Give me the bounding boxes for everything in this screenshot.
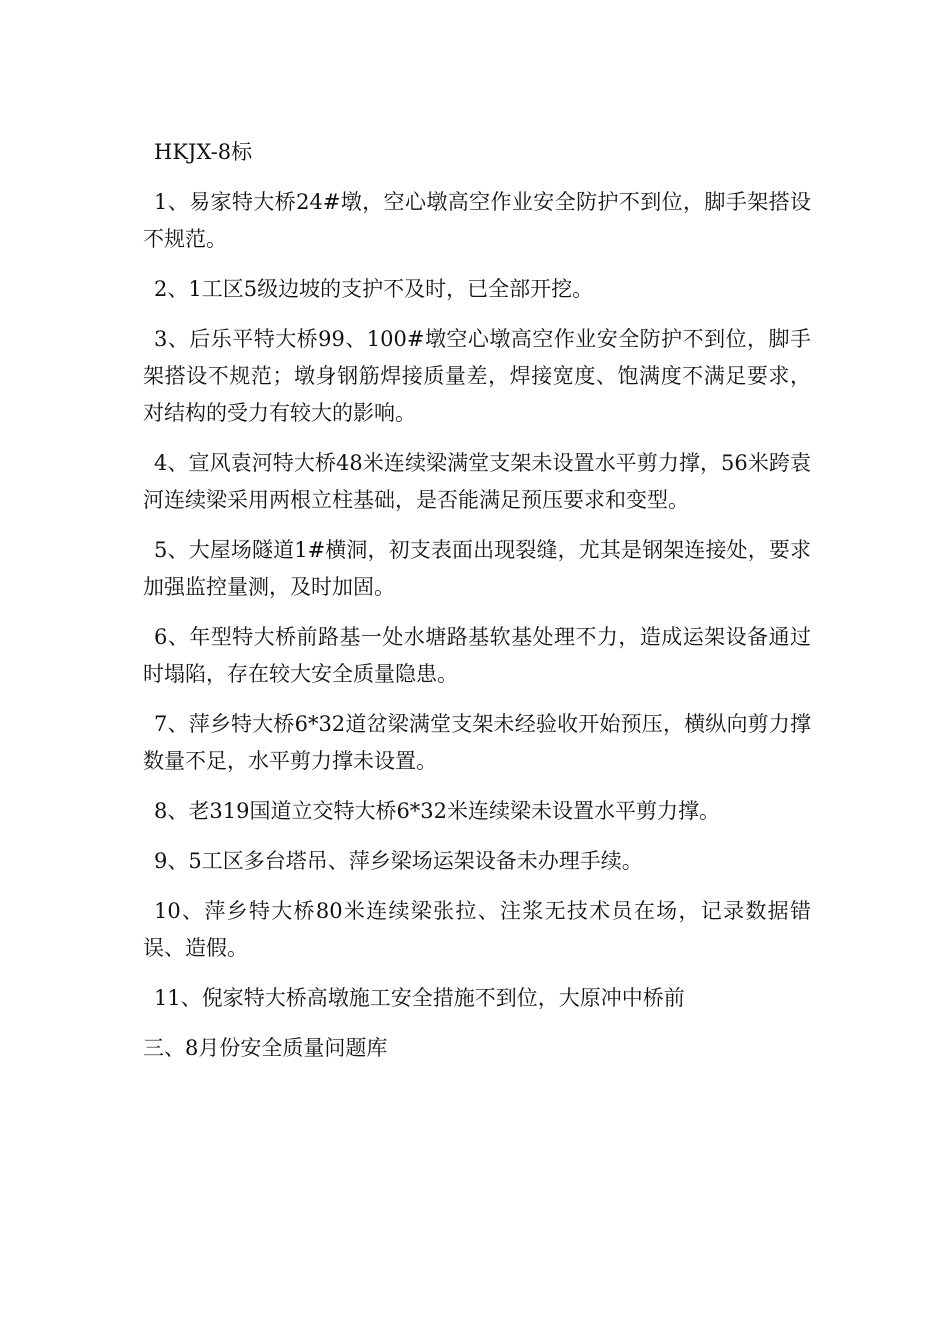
list-item-9: 9、5工区多台塔吊、萍乡梁场运架设备未办理手续。 (154, 849, 643, 873)
list-item-11: 11、倪家特大桥高墩施工安全措施不到位，大原冲中桥前 (154, 986, 685, 1010)
list-item-10: 10、萍乡特大桥80米连续梁张拉、注浆无技术员在场，记录数据错误、造假。 (143, 899, 811, 960)
list-item-2: 2、1工区5级边坡的支护不及时，已全部开挖。 (154, 277, 594, 301)
section-heading: 三、8月份安全质量问题库 (143, 1036, 388, 1060)
list-item-4: 4、宣风袁河特大桥48米连续梁满堂支架未设置水平剪力撑，56米跨袁河连续梁采用两根立柱基础，是否能满足预压要求和变型。 (143, 451, 811, 512)
list-item-5: 5、大屋场隧道1#横洞，初支表面出现裂缝，尤其是钢架连接处，要求加强监控量测，及时加固。 (143, 538, 811, 599)
list-item-7: 7、萍乡特大桥6*32道岔梁满堂支架未经验收开始预压，横纵向剪力撑数量不足，水平剪力撑未设置。 (143, 712, 811, 773)
list-item-1: 1、易家特大桥24#墩，空心墩高空作业安全防护不到位，脚手架搭设不规范。 (143, 190, 811, 251)
document-body (143, 134, 811, 1080)
section-header: HKJX-8标 (154, 140, 253, 164)
list-item-8: 8、老319国道立交特大桥6*32米连续梁未设置水平剪力撑。 (154, 799, 721, 823)
list-item-6: 6、年型特大桥前路基一处水塘路基软基处理不力，造成运架设备通过时塌陷，存在较大安全质量隐患。 (143, 625, 811, 686)
list-item-3: 3、后乐平特大桥99、100#墩空心墩高空作业安全防护不到位，脚手架搭设不规范；墩身钢筋焊接质量差，焊接宽度、饱满度不满足要求，对结构的受力有较大的影响。 (143, 327, 811, 425)
